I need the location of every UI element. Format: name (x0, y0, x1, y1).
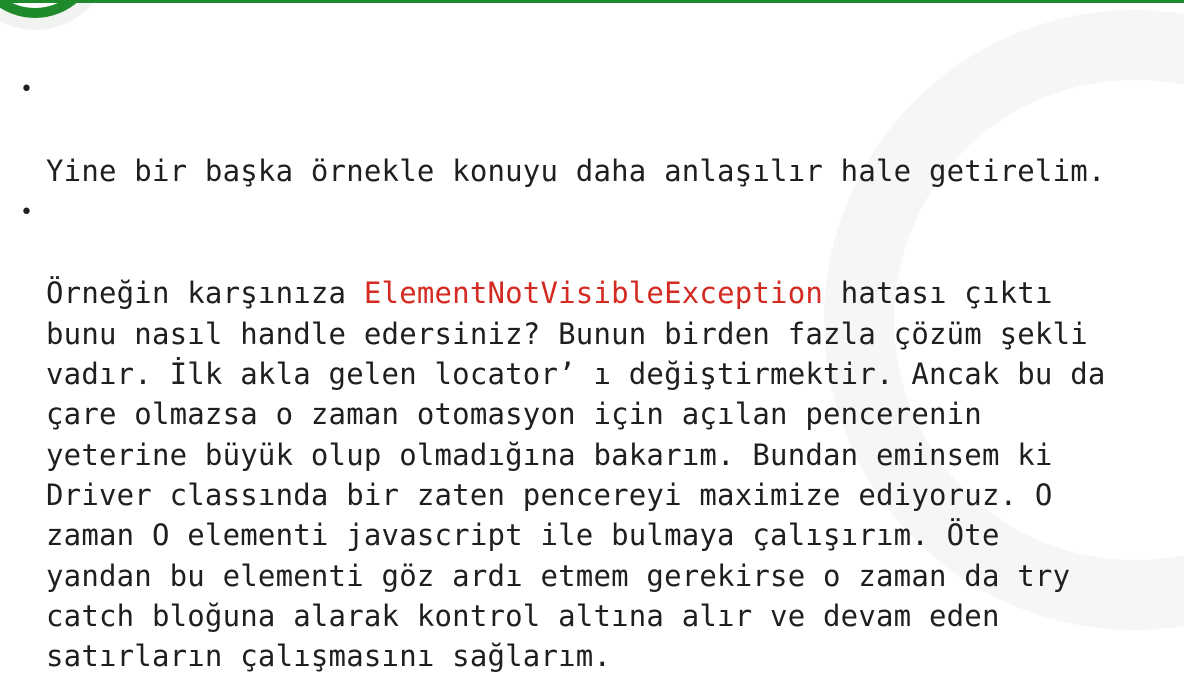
bullet-2-text-start: Örneğin karşınıza (46, 276, 364, 311)
slide-content (18, 70, 1168, 676)
bullet-1-text: Yine bir başka örnekle konuyu daha anlaşılır hale getirelim. (46, 153, 1106, 188)
bullet-point-icon: • (20, 77, 34, 102)
bullet-2-text-rest: hatası çıktı bunu nasıl handle edersiniz? Bunun birden fazla çözüm şekli vadır. İlk akla gelen locator’ ı değiştirmektir. Ancak bu da çare olmazsa o zaman otomasyon için açılan pencerenin yeterine büyük olup olmadığına bakarım. Bundan eminsem ki Driver classında bir zaten pencereyi maximize ediyoruz. O zaman O elementi javascript ile bulmaya çalışırım. Öte yandan bu elementi göz ardı etmem gerekirse o zaman da try catch bloğuna alarak kontrol altına alır ve devam eden satırların çalışmasını sağlarım. (46, 276, 1106, 674)
bullet-item-2 (18, 193, 1168, 676)
exception-name-highlight: ElementNotVisibleException (363, 276, 824, 311)
bullet-item-1 (18, 70, 1168, 191)
header-divider-line (0, 0, 1184, 3)
bullet-point-icon: • (20, 199, 34, 225)
